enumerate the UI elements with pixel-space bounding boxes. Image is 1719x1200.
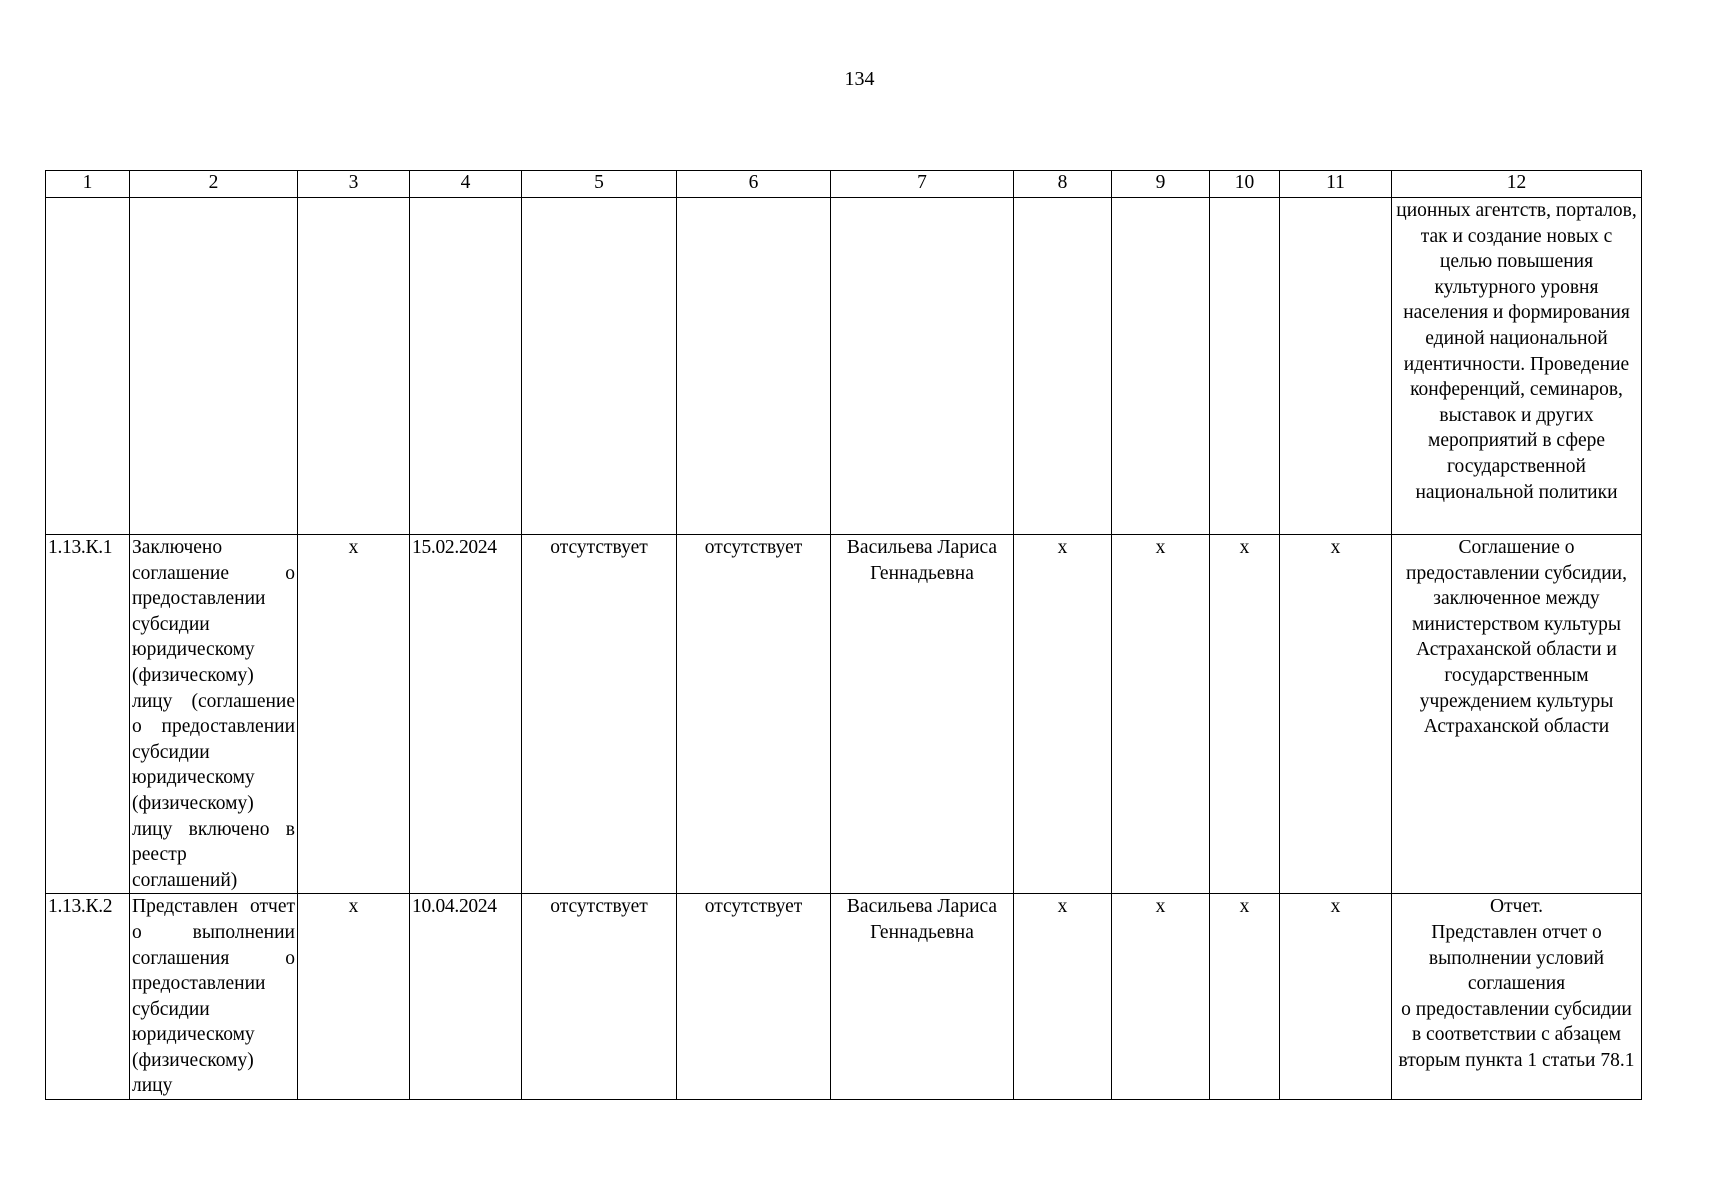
row-result: Отчет. Представлен отчет о выполнении условий соглашения о предоставлении субсидии в соответствии с абзацем вторым пункта 1 статьи 78.1: [1392, 894, 1642, 1100]
cell-col10: х: [1210, 894, 1280, 1100]
table-row: [46, 894, 1642, 1100]
empty-cell: [1210, 198, 1280, 535]
row-code: 1.13.К.2: [46, 894, 130, 1100]
table-row: [46, 535, 1642, 894]
data-table: [45, 170, 1642, 1100]
column-header-12: 12: [1392, 171, 1642, 198]
cell-col6: отсутствует: [677, 535, 831, 894]
empty-cell: [831, 198, 1014, 535]
cell-col8: х: [1014, 535, 1112, 894]
cell-col11: х: [1280, 535, 1392, 894]
row-responsible: Васильева Лариса Геннадьевна: [831, 894, 1014, 1100]
empty-cell: [1112, 198, 1210, 535]
cell-col5: отсутствует: [522, 894, 677, 1100]
cell-col5: отсутствует: [522, 535, 677, 894]
cell-col9: х: [1112, 894, 1210, 1100]
empty-cell: [1014, 198, 1112, 535]
column-header-7: 7: [831, 171, 1014, 198]
cell-col3: х: [298, 535, 410, 894]
row-date: 15.02.2024: [410, 535, 522, 894]
cell-col10: х: [1210, 535, 1280, 894]
cell-col8: х: [1014, 894, 1112, 1100]
empty-cell: [522, 198, 677, 535]
column-header-9: 9: [1112, 171, 1210, 198]
row-description: Представлен отчет о выполнении соглашения о предоставлении субсидии юридическому (физическому) лицу: [130, 894, 298, 1100]
header-row: [46, 171, 1642, 198]
column-header-8: 8: [1014, 171, 1112, 198]
empty-cell: [1280, 198, 1392, 535]
empty-cell: [46, 198, 130, 535]
row-description: Заключено соглашение о предоставлении субсидии юридическому (физическому) лицу (соглашение о предоставлении субсидии юридическому (физическому) лицу включено в реестр соглашений): [130, 535, 298, 894]
column-header-5: 5: [522, 171, 677, 198]
empty-cell: [410, 198, 522, 535]
cell-col9: х: [1112, 535, 1210, 894]
page-number: 134: [844, 68, 875, 90]
cell-col11: х: [1280, 894, 1392, 1100]
row-result: Соглашение о предоставлении субсидии, заключенное между министерством культуры Астраханской области и государственным учреждением культуры Астраханской области: [1392, 535, 1642, 894]
row-date: 10.04.2024: [410, 894, 522, 1100]
cell-col3: х: [298, 894, 410, 1100]
column-header-6: 6: [677, 171, 831, 198]
empty-cell: [677, 198, 831, 535]
continued-result-text: ционных агентств, порталов, так и создание новых с целью повышения культурного уровня населения и формирования единой национальной идентичности. Проведение конференций, семинаров, выставок и других мероприятий в сфере государственной национальной политики: [1392, 198, 1642, 535]
column-header-10: 10: [1210, 171, 1280, 198]
column-header-11: 11: [1280, 171, 1392, 198]
column-header-2: 2: [130, 171, 298, 198]
cell-col6: отсутствует: [677, 894, 831, 1100]
column-header-4: 4: [410, 171, 522, 198]
row-code: 1.13.К.1: [46, 535, 130, 894]
continuation-row: [46, 198, 1642, 535]
column-header-3: 3: [298, 171, 410, 198]
row-responsible: Васильева Лариса Геннадьевна: [831, 535, 1014, 894]
empty-cell: [130, 198, 298, 535]
column-header-1: 1: [46, 171, 130, 198]
empty-cell: [298, 198, 410, 535]
